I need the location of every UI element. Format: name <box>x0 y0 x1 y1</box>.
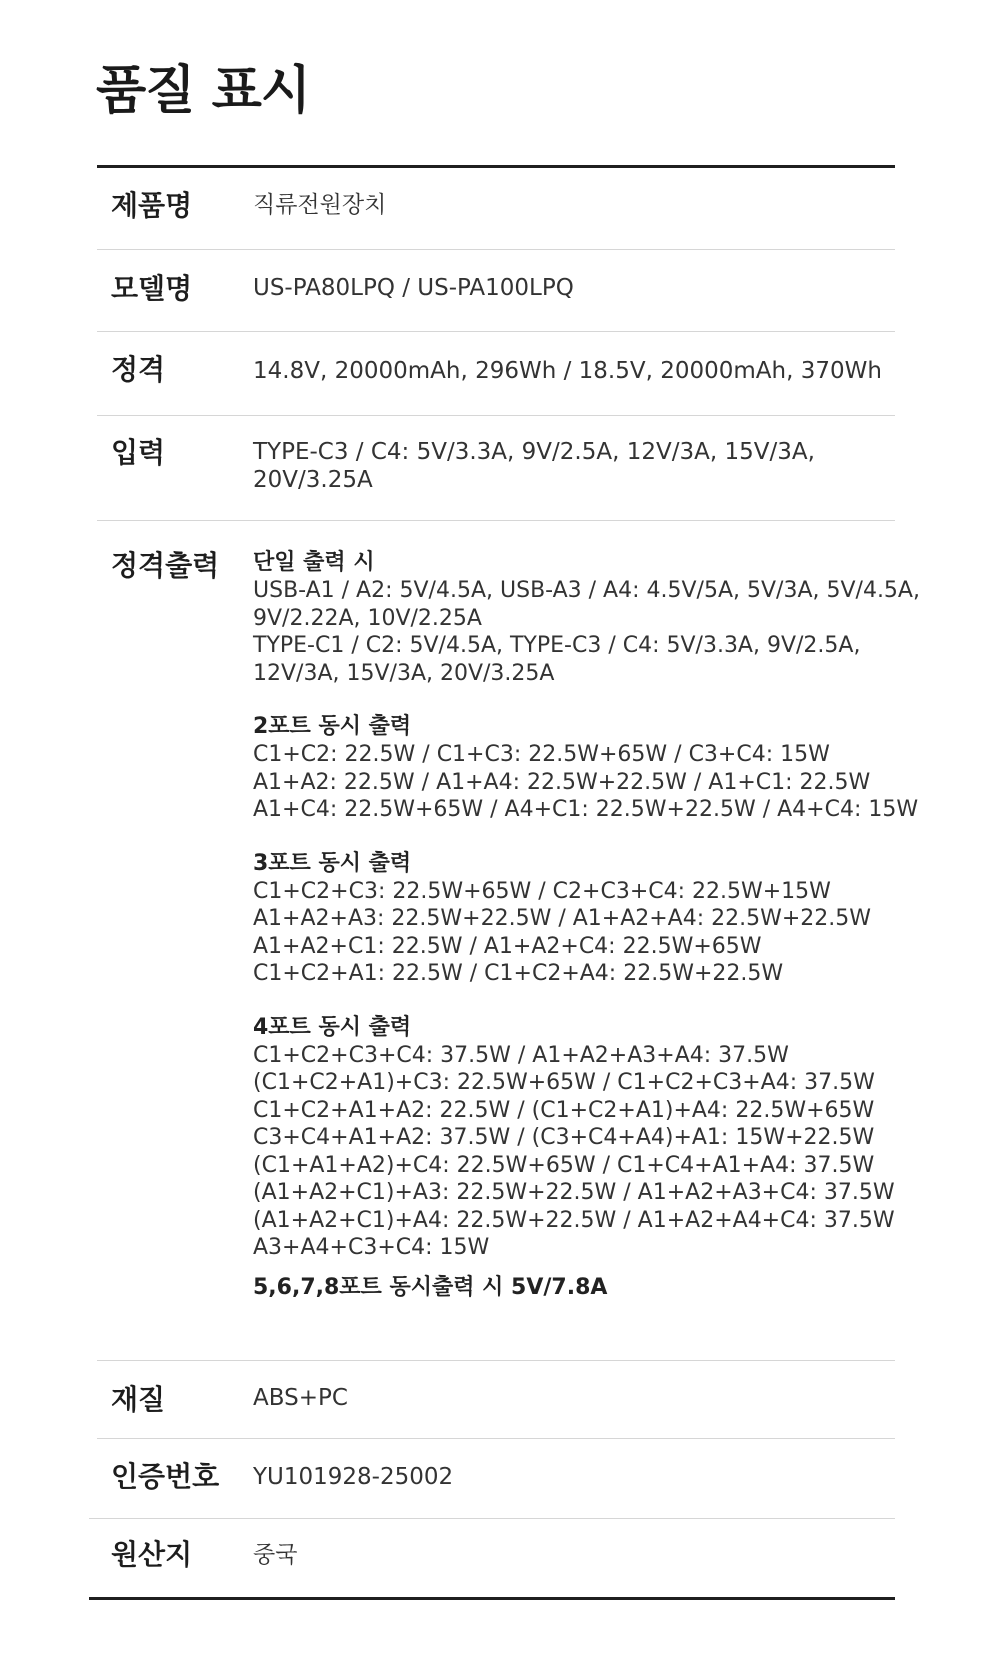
row-material <box>97 1361 895 1439</box>
label-rating: 정격 <box>111 353 166 386</box>
spec-table <box>97 165 920 1600</box>
label-product: 제품명 <box>111 189 193 222</box>
output-line: A1+A2: 22.5W / A1+A4: 22.5W+22.5W / A1+C1: 22.5W <box>253 769 871 795</box>
output-line: A1+C4: 22.5W+65W / A4+C1: 22.5W+22.5W / A4+C4: 15W <box>253 797 919 822</box>
row-cert <box>89 1439 895 1519</box>
output-note: 5,6,7,8포트 동시출력 시 5V/7.8A <box>253 1274 608 1300</box>
output-line: C1+C2+A1+A2: 22.5W / (C1+C2+A1)+A4: 22.5W+65W <box>253 1097 875 1123</box>
row-output <box>97 521 920 1361</box>
output-heading: 3포트 동시 출력 <box>253 850 412 876</box>
output-line: A3+A4+C3+C4: 15W <box>253 1235 490 1260</box>
output-group-3port <box>253 850 893 988</box>
row-product <box>97 168 895 250</box>
output-line: C1+C2: 22.5W / C1+C3: 22.5W+65W / C3+C4: 15W <box>253 742 830 767</box>
output-line: C1+C2+C3+C4: 37.5W / A1+A2+A3+A4: 37.5W <box>253 1042 789 1068</box>
row-rating <box>97 332 895 416</box>
row-origin <box>89 1519 895 1600</box>
output-heading: 4포트 동시 출력 <box>253 1014 412 1040</box>
value-input: TYPE-C3 / C4: 5V/3.3A, 9V/2.5A, 12V/3A, 15V/3A, 20V/3.25A <box>253 439 815 493</box>
output-line: 12V/3A, 15V/3A, 20V/3.25A <box>253 660 555 686</box>
value-material: ABS+PC <box>253 1385 348 1411</box>
output-heading: 2포트 동시 출력 <box>253 714 412 739</box>
output-line: (C1+C2+A1)+C3: 22.5W+65W / C1+C2+C3+A4: 37.5W <box>253 1070 875 1095</box>
label-input: 입력 <box>111 436 166 469</box>
output-line: TYPE-C1 / C2: 5V/4.5A, TYPE-C3 / C4: 5V/3.3A, 9V/2.5A, <box>253 633 861 658</box>
output-line: (A1+A2+C1)+A3: 22.5W+22.5W / A1+A2+A3+C4: 37.5W <box>253 1180 895 1205</box>
output-line: C1+C2+C3: 22.5W+65W / C2+C3+C4: 22.5W+15W <box>253 878 831 904</box>
output-line: C1+C2+A1: 22.5W / C1+C2+A4: 22.5W+22.5W <box>253 961 784 986</box>
value-origin: 중국 <box>253 1542 298 1568</box>
output-line: C3+C4+A1+A2: 37.5W / (C3+C4+A4)+A1: 15W+22.5W <box>253 1125 875 1150</box>
output-group-4port <box>253 1014 893 1262</box>
value-cert: YU101928-25002 <box>253 1464 454 1490</box>
output-line: (A1+A2+C1)+A4: 22.5W+22.5W / A1+A2+A4+C4: 37.5W <box>253 1207 895 1233</box>
label-origin: 원산지 <box>111 1538 193 1571</box>
row-model <box>97 250 895 332</box>
row-input <box>97 416 895 521</box>
output-group-single <box>253 549 920 687</box>
value-output <box>253 549 920 1302</box>
value-model: US-PA80LPQ / US-PA100LPQ <box>253 275 574 301</box>
label-material: 재질 <box>111 1383 166 1416</box>
output-heading: 단일 출력 시 <box>253 550 375 575</box>
page-title: 품질 표시 <box>96 61 311 121</box>
output-line: USB-A1 / A2: 5V/4.5A, USB-A3 / A4: 4.5V/5A, 5V/3A, 5V/4.5A, <box>253 578 920 603</box>
output-group-2port <box>253 713 919 824</box>
label-output: 정격출력 <box>111 549 220 582</box>
value-product: 직류전원장치 <box>253 192 387 218</box>
output-line: 9V/2.22A, 10V/2.25A <box>253 605 482 631</box>
output-line: A1+A2+A3: 22.5W+22.5W / A1+A2+A4: 22.5W+22.5W <box>253 906 872 931</box>
output-line: A1+A2+C1: 22.5W / A1+A2+C4: 22.5W+65W <box>253 933 762 959</box>
label-cert: 인증번호 <box>111 1460 220 1493</box>
value-rating: 14.8V, 20000mAh, 296Wh / 18.5V, 20000mAh, 370Wh <box>253 358 882 384</box>
output-line: (C1+A1+A2)+C4: 22.5W+65W / C1+C4+A1+A4: 37.5W <box>253 1152 875 1178</box>
label-model: 모델명 <box>111 272 193 305</box>
